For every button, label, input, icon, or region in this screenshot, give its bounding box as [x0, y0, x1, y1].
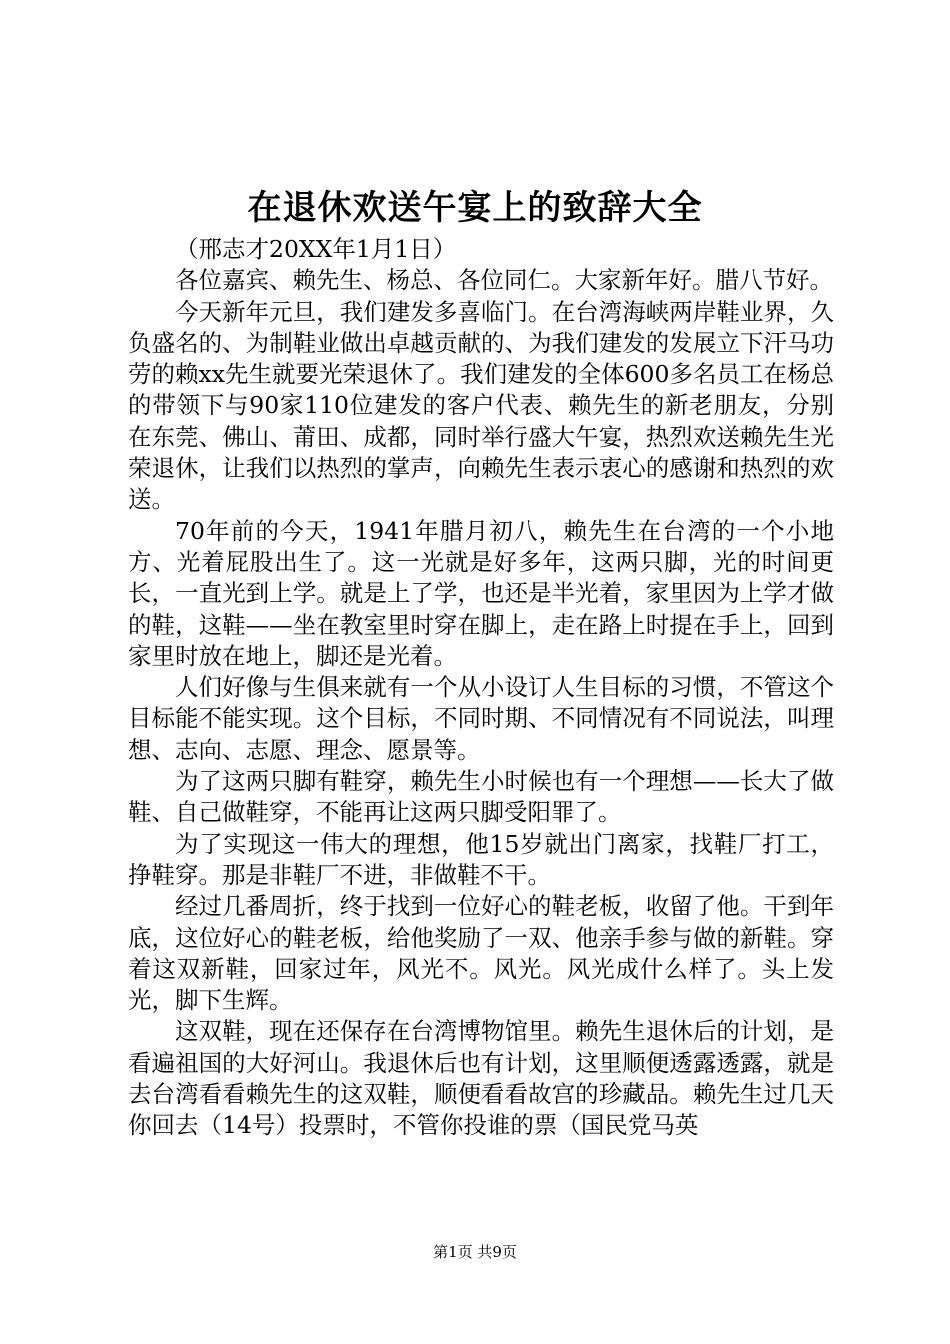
document-title: 在退休欢送午宴上的致辞大全 [247, 188, 703, 228]
document-body [128, 234, 834, 1142]
paragraph-body: 为了这两只脚有鞋穿，赖先生小时候也有一个理想——长大了做鞋、自己做鞋穿，不能再让这两只脚受阳罪了。 [128, 767, 834, 827]
paragraph-body: 今天新年元旦，我们建发多喜临门。在台湾海峡两岸鞋业界，久负盛名的、为制鞋业做出卓越贡献的、为我们建发的发展立下汗马功劳的赖xx先生就要光荣退休了。我们建发的全体600多名员工在杨总的带领下与90家110位建发的客户代表、赖先生的新老朋友，分别在东莞、佛山、莆田、成都，同时举行盛大午宴，热烈欢送赖先生光荣退休，让我们以热烈的掌声，向赖先生表示衷心的感谢和热烈的欢送。 [128, 297, 834, 514]
paragraph-body: 70年前的今天，1941年腊月初八，赖先生在台湾的一个小地方、光着屁股出生了。这一光就是好多年，这两只脚，光的时间更长，一直光到上学。就是上了学，也还是半光着，家里因为上学才做的鞋，这鞋——坐在教室里时穿在脚上，走在路上时提在手上，回到家里时放在地上，脚还是光着。 [128, 516, 834, 670]
paragraph-greeting: 各位嘉宾、赖先生、杨总、各位同仁。大家新年好。腊八节好。 [175, 266, 833, 295]
paragraph-body: 为了实现这一伟大的理想，他15岁就出门离家，找鞋厂打工，挣鞋穿。那是非鞋厂不进，非做鞋不干。 [128, 829, 834, 889]
page-number-footer: 第1页 共9页 [433, 1243, 517, 1261]
paragraph-body: 这双鞋，现在还保存在台湾博物馆里。赖先生退休后的计划，是看遍祖国的大好河山。我退休后也有计划，这里顺便透露透露，就是去台湾看看赖先生的这双鞋，顺便看看故宫的珍藏品。赖先生过几天你回去（14号）投票时，不管你投谁的票（国民党马英 [128, 1017, 834, 1140]
paragraph-body: 经过几番周折，终于找到一位好心的鞋老板，收留了他。干到年底，这位好心的鞋老板，给他奖励了一双、他亲手参与做的新鞋。穿着这双新鞋，回家过年，风光不。风光。风光成什么样了。头上发光，脚下生辉。 [128, 892, 834, 1015]
paragraph-date: （邢志才20XX年1月1日） [175, 235, 457, 263]
paragraph-body: 人们好像与生俱来就有一个从小设订人生目标的习惯，不管这个目标能不能实现。这个目标，不同时期、不同情况有不同说法，叫理想、志向、志愿、理念、愿景等。 [128, 673, 834, 764]
